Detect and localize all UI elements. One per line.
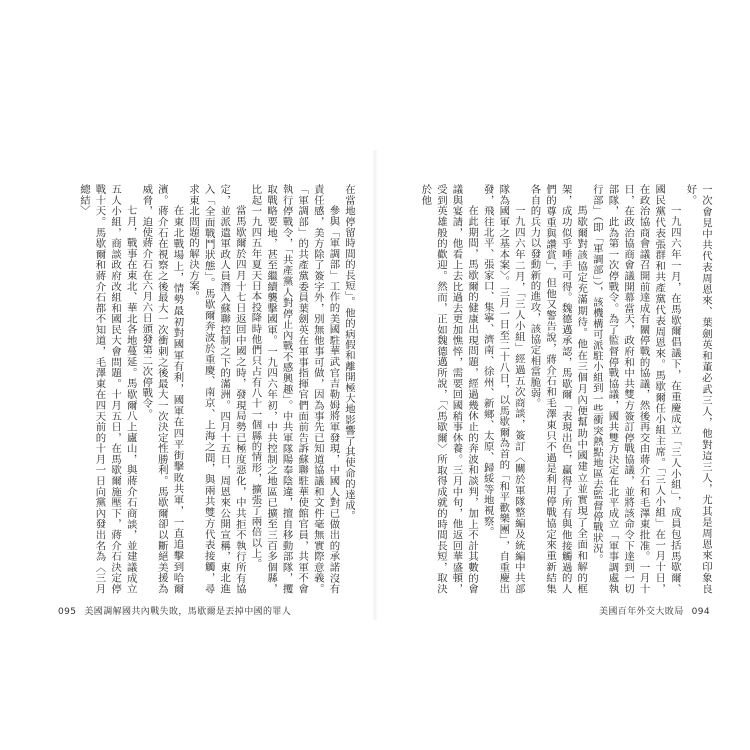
right-running-title: 美國百年外交大敗局: [599, 607, 684, 617]
left-body-text: [58, 184, 356, 594]
left-paragraph-5: 七月，戰事在東北、華北各地蔓延。馬歇爾八上廬山，與蔣介石商談，並建議成立五人小組，商談政府改組和國民大會問題。十月五日，在馬歇爾施壓下，蔣介石決定停戰十天。馬歇爾和蔣介石都不知道，毛澤東在四天前的十月一日向黨內發出名為〈三月總結〉: [77, 184, 137, 594]
right-paragraph-2: 一九四六年一月，在馬歇爾倡議下，在重慶成立「三人小組」，成員包括馬歇爾、國民黨代表張群和共產黨代表周恩來。馬歇爾任小組主席。「三人小組」在一月十日，在政治協商會議召開前達成有關停戰的協議，然後再交由蔣介石和毛澤東批准。一月十日，在政治協商會議開幕當天，政府和中共雙方簽訂停戰協議，並將該命令下達到一切部隊，此為第一次停戰令。為了監督停戰協議，國共雙方決定在北平成立「軍事調處執行部」（即「軍調部」），該機構可派駐小組到一些衝突熱點地區去監督停戰狀況。: [590, 184, 681, 594]
right-body-text: [391, 184, 713, 594]
left-footer: [58, 604, 299, 617]
right-paragraph-5: 在此期間，馬歇爾的健康出現問題，經過幾休止的奔波和談判，加上不計其數的會議與宴請，他看上去比過去更加憔悴，需要回國稍事休養。三月中旬，他返回華盛頓，受到英雄般的歡迎。然而，正如魏德邁所說，「〈馬歇爾〉所取得成就的時間長短，取決於他: [419, 184, 479, 594]
right-paragraph-4: 一九四六年二月，「三人小組」經過五次商談，簽訂〈關於軍隊整編及統編中共部隊為國軍之基本案〉。三月一日至二十八日，以馬歇爾為首的「和平歡樂團」，自重慶出發，飛往北平、張家口、集寧、濟南、徐州、新鄉、太原、歸綏等地視察。: [481, 184, 525, 594]
right-footer: [599, 604, 718, 617]
right-paragraph-3: 馬歇爾對該協定充滿期待。他在三個月內便幫助中國建立並實現了全面和解的框架，成功似乎唾手可得。魏德邁承認，馬歇爾「表現出色，贏得了所有與他接觸過的人們的尊重與讚賞」，但他又警告說，蔣介石和毛澤東只不過是利用停戰協定來重新結集各自的兵力以發動新的進攻，該協定相當脆弱。: [528, 184, 588, 594]
left-paragraph-3: 當馬歇爾於四月十七日返回中國之時，發現局勢已極度惡化，中共拒不執行所有協定，並派遣軍政人員潛入蘇聯控制之下的滿洲。四月十五日，周恩來公開宣稱，東北進入「全面戰鬥狀態」。馬歇爾奔波於重慶、南京、上海之間，與兩共雙方代表接觸，尋求東北問題的解決方案。: [187, 184, 246, 594]
right-page: [375, 0, 750, 750]
right-paragraph-1: 一次會見中共代表周恩來、葉劍英和董必武三人，他對這三人，尤其是周恩來印象良好。: [684, 184, 712, 594]
right-page-number: 094: [691, 607, 710, 617]
left-paragraph-2: 參與「軍調部」工作的美國駐華武官吉勒姆將軍發現，中國人對已做出的承諾沒有責任感，美方除了簽字外，別無他事可做，因為事先已知道協議和文件毫無實際意義。「軍調部」的共產黨委員葉劍英在軍事指揮官們面前告訴蘇聯駐華使館官員，共軍不會執行停戰令，「共產黨人對停止內戰不感興趣」。中共軍隊陽奉陰違，擅自移動部隊，攫取戰略要地，甚至繼續襲擊國軍。一九四六年初，中共控制之地區已擴至三百多個縣，比起一九四五年夏天日本投降時他們只占有八十一個縣的情形，擴張了兩倍以上。: [249, 184, 340, 594]
left-page-number: 095: [58, 607, 77, 617]
left-paragraph-4: 在東北戰場上，情勢最初對國軍有利，國軍在四平街擊敗共軍，一直追擊到哈爾濱。蔣介石在視察之後最大一次衝刺之後最大一次決定性勝利。馬歇爾卻以斷絕美援為威脅，迫使蔣介石在六月六日頒發第二次停戰令。: [140, 184, 184, 594]
left-paragraph-1: 在當地停留時間的長短」。他的病假和離開極大地影響了其使命的達成。: [343, 184, 355, 522]
left-running-title: 美國調解國共內戰失敗，馬歇爾是丟掉中國的罪人: [84, 607, 292, 617]
